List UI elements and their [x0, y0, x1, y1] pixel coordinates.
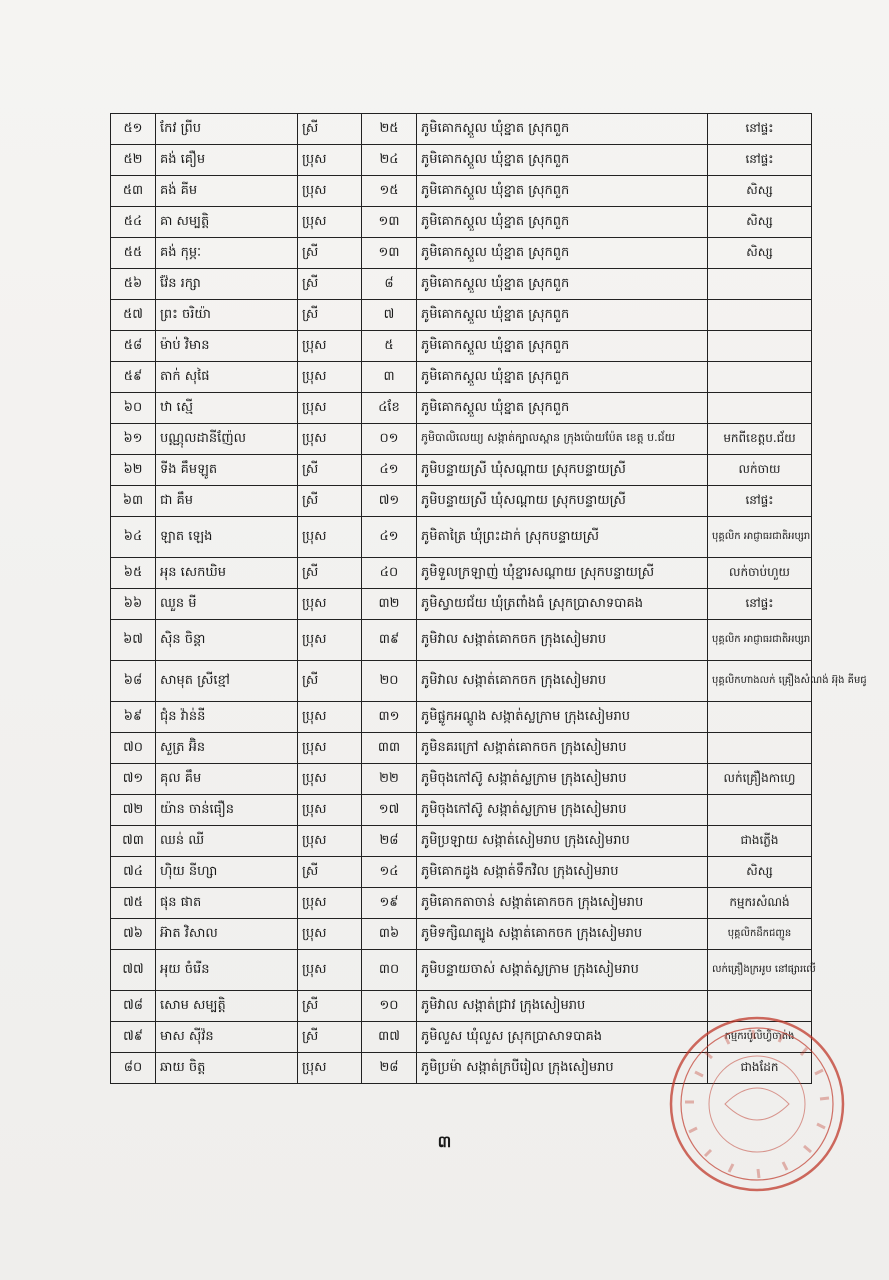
row-number-cell: ៧៦ — [111, 919, 156, 950]
table-row — [111, 733, 812, 764]
age-cell: ៧១ — [362, 486, 417, 517]
table-row — [111, 919, 812, 950]
name-cell: កែវ ព្រីប — [156, 114, 298, 145]
address-cell: ភូមិបន្ទាយស្រី ឃុំសណ្តាយ ស្រុកបន្ទាយស្រី — [417, 486, 708, 517]
sex-cell: ស្រី — [298, 114, 362, 145]
row-number-cell: ៦២ — [111, 455, 156, 486]
address-cell: ភូមិស្វាយជ័យ ឃុំត្រពាំងធំ ស្រុកប្រាសាទបាគង — [417, 589, 708, 620]
age-cell: ១៩ — [362, 888, 417, 919]
occupation-cell — [708, 733, 812, 764]
occupation-cell: លក់ចាយ — [708, 455, 812, 486]
sex-cell: ប្រុស — [298, 620, 362, 661]
sex-cell: ស្រី — [298, 486, 362, 517]
age-cell: ២៨ — [362, 826, 417, 857]
name-cell: គង់ គឿម — [156, 145, 298, 176]
age-cell: ៣២ — [362, 589, 417, 620]
sex-cell: ប្រុស — [298, 733, 362, 764]
table-row — [111, 300, 812, 331]
name-cell: សោម សម្បត្តិ — [156, 991, 298, 1022]
name-cell: ផុន ផាត — [156, 888, 298, 919]
name-cell: ហ៊ិយ នីហ្សា — [156, 857, 298, 888]
name-cell: មាស ស៊ីវ៉ន — [156, 1022, 298, 1053]
occupation-cell: បុគ្គលិកហាងលក់ គ្រឿងសំណង់ អ៊ុង គីមជូ — [708, 661, 812, 702]
table-row — [111, 795, 812, 826]
row-number-cell: ៦០ — [111, 393, 156, 424]
roster-table — [110, 113, 867, 1084]
age-cell: ២៤ — [362, 145, 417, 176]
address-cell: ភូមិទួលក្រឡាញ់ ឃុំខ្នារសណ្តាយ ស្រុកបន្ទាយស្រី — [417, 558, 708, 589]
row-number-cell: ៥៤ — [111, 207, 156, 238]
name-cell: ឈួន មី — [156, 589, 298, 620]
address-cell: ភូមិគោកស្គួល ឃុំខ្នាត ស្រុកពួក — [417, 393, 708, 424]
name-cell: ជា គឹម — [156, 486, 298, 517]
address-cell: ភូមិលួស ឃុំលួស ស្រុកប្រាសាទបាគង — [417, 1022, 708, 1053]
table-row — [111, 207, 812, 238]
name-cell: ស៊ិន ចិន្តា — [156, 620, 298, 661]
age-cell: ៣៦ — [362, 919, 417, 950]
sex-cell: ប្រុស — [298, 393, 362, 424]
table-row — [111, 991, 812, 1022]
address-cell: ភូមិនគរក្រៅ សង្កាត់គោកចក ក្រុងសៀមរាប — [417, 733, 708, 764]
address-cell: ភូមិគោកស្គួល ឃុំខ្នាត ស្រុកពួក — [417, 269, 708, 300]
address-cell: ភូមិគោកស្គួល ឃុំខ្នាត ស្រុកពួក — [417, 238, 708, 269]
address-cell: ភូមិគោកដូង សង្កាត់ទឹកវិល ក្រុងសៀមរាប — [417, 857, 708, 888]
sex-cell: ប្រុស — [298, 145, 362, 176]
sex-cell: ប្រុស — [298, 795, 362, 826]
table-row — [111, 1053, 812, 1084]
address-cell: ភូមិគោកស្គួល ឃុំខ្នាត ស្រុកពួក — [417, 331, 708, 362]
occupation-cell: លក់គ្រឿងកាហ្វេ — [708, 764, 812, 795]
name-cell: យ៉ាន ចាន់ធឿន — [156, 795, 298, 826]
sex-cell: ប្រុស — [298, 950, 362, 991]
table-row — [111, 558, 812, 589]
row-number-cell: ៦៥ — [111, 558, 156, 589]
occupation-cell — [708, 702, 812, 733]
occupation-cell: នៅផ្ទះ — [708, 589, 812, 620]
table-row — [111, 1022, 812, 1053]
page-number: ៣ — [437, 1132, 452, 1151]
table-row — [111, 145, 812, 176]
age-cell: ២៨ — [362, 1053, 417, 1084]
occupation-cell — [708, 991, 812, 1022]
occupation-cell: នៅផ្ទះ — [708, 114, 812, 145]
row-number-cell: ៨០ — [111, 1053, 156, 1084]
table-row — [111, 176, 812, 207]
name-cell: ឆាយ ចិត្ត — [156, 1053, 298, 1084]
name-cell: ម៉ាប់ វិមាន — [156, 331, 298, 362]
occupation-cell: បុគ្គលិក អាជ្ញាធរជាតិអប្សរា — [708, 517, 812, 558]
address-cell: ភូមិទក្សិណត្បូង សង្កាត់គោកចក ក្រុងសៀមរាប — [417, 919, 708, 950]
row-number-cell: ៧៣ — [111, 826, 156, 857]
table-row — [111, 393, 812, 424]
occupation-cell: សិស្ស — [708, 238, 812, 269]
name-cell: សាមុត ស្រីខ្មៅ — [156, 661, 298, 702]
address-cell: ភូមិគោកតាចាន់ សង្កាត់គោកចក ក្រុងសៀមរាប — [417, 888, 708, 919]
row-number-cell: ៦៩ — [111, 702, 156, 733]
occupation-cell — [708, 331, 812, 362]
name-cell: អ៊ាត វិសាល — [156, 919, 298, 950]
sex-cell: ស្រី — [298, 991, 362, 1022]
address-cell: ភូមិគោកស្គួល ឃុំខ្នាត ស្រុកពួក — [417, 362, 708, 393]
address-cell: ភូមិគោកស្គួល ឃុំខ្នាត ស្រុកពួក — [417, 207, 708, 238]
age-cell: ៧ — [362, 300, 417, 331]
row-number-cell: ៥៥ — [111, 238, 156, 269]
age-cell: ១៣ — [362, 238, 417, 269]
sex-cell: ស្រី — [298, 238, 362, 269]
age-cell: ១៧ — [362, 795, 417, 826]
address-cell: ភូមិបន្ទាយស្រី ឃុំសណ្តាយ ស្រុកបន្ទាយស្រី — [417, 455, 708, 486]
sex-cell: ស្រី — [298, 857, 362, 888]
name-cell: ជុំន វ៉ាន់នី — [156, 702, 298, 733]
age-cell: ៣៩ — [362, 620, 417, 661]
occupation-cell: លក់ចាប់ហួយ — [708, 558, 812, 589]
sex-cell: ប្រុស — [298, 764, 362, 795]
age-cell: ៣ — [362, 362, 417, 393]
table-row — [111, 424, 812, 455]
row-number-cell: ៧៥ — [111, 888, 156, 919]
name-cell: ឈន់ ឈី — [156, 826, 298, 857]
age-cell: ២៥ — [362, 114, 417, 145]
row-number-cell: ៦៤ — [111, 517, 156, 558]
occupation-cell: កម្មករសំណង់ — [708, 888, 812, 919]
occupation-cell: ជាងដែក — [708, 1053, 812, 1084]
occupation-cell: បុគ្គលិកដឹកជញ្ជូន — [708, 919, 812, 950]
table-row — [111, 238, 812, 269]
table-row — [111, 620, 812, 661]
age-cell: ៣៧ — [362, 1022, 417, 1053]
name-cell: គា សម្បត្តិ — [156, 207, 298, 238]
address-cell: ភូមិគោកស្គួល ឃុំខ្នាត ស្រុកពួក — [417, 300, 708, 331]
table-row — [111, 857, 812, 888]
table-row — [111, 269, 812, 300]
occupation-cell: កម្មករប៉ូលិហ្វិចាត់ង — [708, 1022, 812, 1053]
row-number-cell: ៥១ — [111, 114, 156, 145]
row-number-cell: ៥៣ — [111, 176, 156, 207]
name-cell: ឋា ស្មើ — [156, 393, 298, 424]
age-cell: ១៣ — [362, 207, 417, 238]
sex-cell: ប្រុស — [298, 702, 362, 733]
row-number-cell: ៧៧ — [111, 950, 156, 991]
table-row — [111, 702, 812, 733]
name-cell: គង់ កុម្ភៈ — [156, 238, 298, 269]
sex-cell: ស្រី — [298, 558, 362, 589]
age-cell: ៣៣ — [362, 733, 417, 764]
sex-cell: ប្រុស — [298, 331, 362, 362]
address-cell: ភូមិចុងកៅស៊ូ សង្កាត់ស្លក្រាម ក្រុងសៀមរាប — [417, 764, 708, 795]
name-cell: ទីង គឹមឡូត — [156, 455, 298, 486]
age-cell: ៤១ — [362, 517, 417, 558]
table-row — [111, 826, 812, 857]
address-cell: ភូមិគោកស្គួល ឃុំខ្នាត ស្រុកពួក — [417, 114, 708, 145]
sex-cell: ប្រុស — [298, 826, 362, 857]
sex-cell: ស្រី — [298, 1022, 362, 1053]
occupation-cell: សិស្ស — [708, 176, 812, 207]
age-cell: ៤១ — [362, 455, 417, 486]
row-number-cell: ៦១ — [111, 424, 156, 455]
roster-table-body — [111, 114, 867, 1084]
occupation-cell: បុគ្គលិក អាជ្ញាធរជាតិអប្សរា — [708, 620, 812, 661]
occupation-cell: នៅផ្ទះ — [708, 486, 812, 517]
table-row — [111, 517, 812, 558]
sex-cell: ប្រុស — [298, 888, 362, 919]
occupation-cell — [708, 362, 812, 393]
row-number-cell: ៧២ — [111, 795, 156, 826]
row-number-cell: ៧១ — [111, 764, 156, 795]
age-cell: ១៤ — [362, 857, 417, 888]
table-row — [111, 486, 812, 517]
occupation-cell: សិស្ស — [708, 857, 812, 888]
row-number-cell: ៧៨ — [111, 991, 156, 1022]
table-row — [111, 764, 812, 795]
age-cell: ៥ — [362, 331, 417, 362]
row-number-cell: ៦៦ — [111, 589, 156, 620]
address-cell: ភូមិតាត្រៃ ឃុំព្រះដាក់ ស្រុកបន្ទាយស្រី — [417, 517, 708, 558]
row-number-cell: ៥៦ — [111, 269, 156, 300]
table-row — [111, 661, 812, 702]
table-row — [111, 331, 812, 362]
age-cell: ២០ — [362, 661, 417, 702]
sex-cell: ប្រុស — [298, 362, 362, 393]
age-cell: ១០ — [362, 991, 417, 1022]
row-number-cell: ៥៧ — [111, 300, 156, 331]
address-cell: ភូមិវាល សង្កាត់គោកចក ក្រុងសៀមរាប — [417, 620, 708, 661]
sex-cell: ស្រី — [298, 269, 362, 300]
name-cell: សួត្រ អ៊ិន — [156, 733, 298, 764]
sex-cell: ប្រុស — [298, 919, 362, 950]
name-cell: ឡាត ឡេង — [156, 517, 298, 558]
age-cell: ១៥ — [362, 176, 417, 207]
row-number-cell: ៧៩ — [111, 1022, 156, 1053]
name-cell: បណ្ណុលដានីញ៉ែល — [156, 424, 298, 455]
address-cell: ភូមិវាល សង្កាត់ជ្រាវ ក្រុងសៀមរាប — [417, 991, 708, 1022]
table-row — [111, 362, 812, 393]
sex-cell: ប្រុស — [298, 424, 362, 455]
name-cell: វ៉ែន រក្សា — [156, 269, 298, 300]
address-cell: ភូមិបន្ទាយចាស់ សង្កាត់ស្លក្រាម ក្រុងសៀមរាប — [417, 950, 708, 991]
age-cell: ០១ — [362, 424, 417, 455]
age-cell: ៤០ — [362, 558, 417, 589]
address-cell: ភូមិគោកស្គួល ឃុំខ្នាត ស្រុកពួក — [417, 176, 708, 207]
sex-cell: ប្រុស — [298, 1053, 362, 1084]
table-row — [111, 589, 812, 620]
row-number-cell: ៦៧ — [111, 620, 156, 661]
table-row — [111, 114, 812, 145]
occupation-cell: មកពីខេត្តប.ជ័យ — [708, 424, 812, 455]
address-cell: ភូមិគោកស្គួល ឃុំខ្នាត ស្រុកពួក — [417, 145, 708, 176]
row-number-cell: ៥២ — [111, 145, 156, 176]
sex-cell: ស្រី — [298, 300, 362, 331]
table-row — [111, 888, 812, 919]
name-cell: អុន សេកឃិម — [156, 558, 298, 589]
age-cell: ៨ — [362, 269, 417, 300]
age-cell: ២២ — [362, 764, 417, 795]
row-number-cell: ៥៩ — [111, 362, 156, 393]
name-cell: អុយ ចំរើន — [156, 950, 298, 991]
occupation-cell: នៅផ្ទះ — [708, 145, 812, 176]
table-row — [111, 950, 812, 991]
occupation-cell — [708, 269, 812, 300]
sex-cell: ស្រី — [298, 455, 362, 486]
age-cell: ៣០ — [362, 950, 417, 991]
age-cell: ៤ខែ — [362, 393, 417, 424]
address-cell: ភូមិវាល សង្កាត់គោកចក ក្រុងសៀមរាប — [417, 661, 708, 702]
age-cell: ៣១ — [362, 702, 417, 733]
occupation-cell: លក់គ្រឿងក្រអូប នៅផ្សារលើ — [708, 950, 812, 991]
address-cell: ភូមិបាលិលេយ្យ សង្កាត់ក្បាលស្ពាន ក្រុងប៉ោយប៉ែត ខេត្ត ប.ជ័យ — [417, 424, 708, 455]
address-cell: ភូមិផ្លូកអណ្តូង សង្កាត់ស្លក្រាម ក្រុងសៀមរាប — [417, 702, 708, 733]
occupation-cell — [708, 795, 812, 826]
name-cell: តាក់ សុផៃ — [156, 362, 298, 393]
table-row — [111, 455, 812, 486]
sex-cell: ប្រុស — [298, 589, 362, 620]
name-cell: គុល គឹម — [156, 764, 298, 795]
sex-cell: ស្រី — [298, 661, 362, 702]
address-cell: ភូមិប្រម៉ា សង្កាត់ក្របីរៀល ក្រុងសៀមរាប — [417, 1053, 708, 1084]
occupation-cell — [708, 393, 812, 424]
row-number-cell: ៥៨ — [111, 331, 156, 362]
row-number-cell: ៦៨ — [111, 661, 156, 702]
occupation-cell — [708, 300, 812, 331]
sex-cell: ប្រុស — [298, 176, 362, 207]
name-cell: ព្រះ ចរិយ៉ា — [156, 300, 298, 331]
occupation-cell: សិស្ស — [708, 207, 812, 238]
address-cell: ភូមិចុងកៅស៊ូ សង្កាត់ស្លក្រាម ក្រុងសៀមរាប — [417, 795, 708, 826]
row-number-cell: ៧០ — [111, 733, 156, 764]
name-cell: គង់ គីម — [156, 176, 298, 207]
sex-cell: ប្រុស — [298, 207, 362, 238]
sex-cell: ប្រុស — [298, 517, 362, 558]
occupation-cell: ជាងភ្លើង — [708, 826, 812, 857]
row-number-cell: ៦៣ — [111, 486, 156, 517]
address-cell: ភូមិប្រឡាយ សង្កាត់សៀមរាប ក្រុងសៀមរាប — [417, 826, 708, 857]
row-number-cell: ៧៤ — [111, 857, 156, 888]
